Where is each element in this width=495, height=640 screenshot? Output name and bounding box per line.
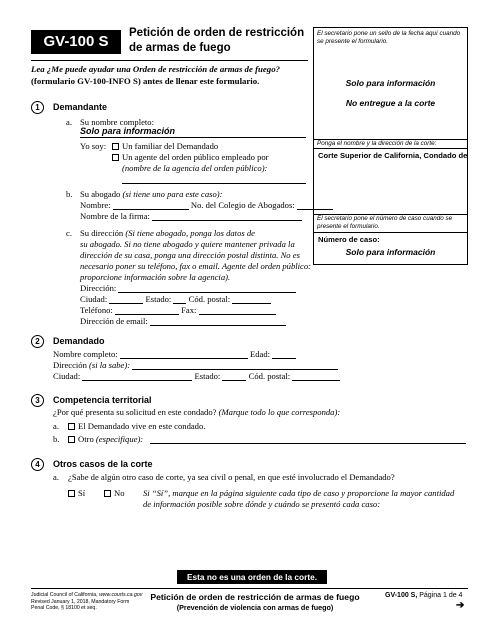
s2-address-note: (si la sabe): [89, 360, 131, 370]
s4-a-label: a. [53, 472, 59, 482]
footer-title-1: Petición de orden de restricción de armas de fuego [150, 592, 360, 602]
s1-c-label: c. [66, 228, 72, 238]
form-id-badge: GV-100 S [31, 30, 121, 54]
s2-city-label: Ciudad: [53, 371, 81, 381]
s2-city-field[interactable] [82, 372, 192, 381]
footer-council [31, 592, 142, 612]
court-note: Ponga el nombre y la dirección de la corte: [317, 140, 437, 147]
section-2-title: Demandado [53, 336, 105, 346]
s1-bar-label: No. del Colegio de Abogados: [190, 200, 295, 210]
s4-no-checkbox[interactable] [104, 490, 111, 497]
s2-state-field[interactable] [222, 372, 246, 381]
s1-email-label: Dirección de email: [80, 316, 148, 326]
section-3-number: 3 [31, 394, 44, 407]
s1-zip-label: Cód. postal: [188, 294, 231, 304]
next-page-arrow-icon: ➔ [456, 600, 465, 611]
s2-age-label: Edad: [250, 349, 271, 359]
section-4-title: Otros casos de la corte [53, 459, 153, 469]
s1-name-label: Su nombre completo: [80, 117, 154, 127]
section-4-number: 4 [31, 458, 44, 471]
s2-age-field[interactable] [272, 350, 296, 359]
s1-address-note-5: proporcione información sobre la agencia). [80, 272, 231, 282]
clerk-stamp-note: El secretario pone un sello de la fecha aquí cuando se presente el formulario. [317, 30, 461, 45]
clerk-no-deliver: No entregue a la corte [345, 98, 436, 108]
s1-email-field[interactable] [150, 317, 286, 326]
s4-question: ¿Sabe de algún otro caso de corte, ya sea civil o penal, en que esté involucrado el Demandado? [68, 472, 395, 482]
footer-council-url[interactable]: www.courts.ca.gov [99, 592, 143, 598]
s3-b-label: b. [53, 434, 60, 444]
s1-city-label: Ciudad: [80, 294, 108, 304]
s2-address-field[interactable] [132, 361, 338, 370]
s1-phone-field[interactable] [115, 306, 179, 315]
s2-address-label: Dirección [53, 360, 87, 370]
form-title-line1: Petición de orden de restricción [129, 27, 305, 39]
s3-other-field[interactable] [150, 443, 466, 444]
footer-title-2: (Prevención de violencia con armas de fuego) [176, 603, 334, 612]
s2-zip-label: Cód. postal: [248, 371, 291, 381]
s1-address-note-3: dirección de su casa, ponga una dirección postal distinta. No es [80, 250, 300, 260]
s3-other-label: Otro [78, 434, 94, 444]
s4-no-label: No [114, 488, 125, 498]
s3-a-label: a. [53, 421, 59, 431]
s1-agency-field[interactable] [122, 183, 306, 184]
footer-revised: Revised January 1, 2018, Mandatory Form [31, 598, 130, 605]
s1-name-value[interactable]: Solo para información [80, 126, 176, 136]
s1-address-label: Su dirección [80, 228, 124, 238]
s1-address-note-1: (Si tiene abogado, ponga los datos de [125, 228, 255, 238]
footer-page-number: Página 1 de 4 [419, 592, 463, 599]
help-line1: Lea ¿Me puede ayudar una Orden de restricción de armas de fuego? [31, 64, 280, 74]
s1-b-label: b. [66, 189, 73, 199]
s1-fax-label: Fax: [181, 305, 197, 315]
s1-fax-field[interactable] [199, 306, 276, 315]
s1-family-label: Un familiar del Demandado [122, 141, 219, 151]
header-rule [31, 60, 308, 61]
s1-address-note-2: su abogado. Si no tiene abogado y quiere mantener privada la [80, 239, 295, 249]
s1-lawyer-note: (si tiene uno para este caso): [122, 189, 223, 199]
s1-officer-label: Un agente del orden público empleado por [122, 152, 269, 162]
clerk-info-only: Solo para información [345, 78, 436, 88]
s1-family-checkbox[interactable] [112, 143, 119, 150]
s1-street-label: Dirección: [80, 283, 117, 293]
case-note: El secretario pone el número de caso cuando se presente el formulario. [317, 215, 453, 230]
s1-street-field[interactable] [118, 284, 296, 293]
s1-city-field[interactable] [109, 295, 143, 304]
s1-agency-label: (nombre de la agencia del orden público): [122, 163, 268, 173]
section-1-title: Demandante [53, 102, 108, 112]
s2-zip-field[interactable] [292, 372, 340, 381]
s2-state-label: Estado: [194, 371, 221, 381]
s2-name-field[interactable] [120, 350, 248, 359]
s3-other-checkbox[interactable] [68, 436, 75, 443]
section-2-number: 2 [31, 335, 44, 348]
case-number-value: Solo para información [345, 247, 436, 257]
s1-a-label: a. [66, 117, 72, 127]
s1-bar-field[interactable] [297, 201, 333, 210]
footer-council-name: Judicial Council of California, [31, 592, 98, 598]
not-court-order-banner: Esta no es una orden de la corte. [177, 570, 327, 584]
s3-other-note: (especifique): [95, 434, 144, 444]
case-number-label: Número de caso: [318, 235, 380, 244]
s1-officer-checkbox[interactable] [112, 154, 119, 161]
s3-question: ¿Por qué presenta su solicitud en este condado? [53, 407, 217, 417]
s4-yes-checkbox[interactable] [68, 490, 75, 497]
s1-lawyer-name-label: Nombre: [80, 200, 111, 210]
s3-lives-label: El Demandado vive en este condado. [78, 421, 206, 431]
s1-lawyer-name-field[interactable] [113, 201, 189, 210]
help-line2: (formulario GV-100-INFO S) antes de llenar este formulario. [31, 76, 260, 86]
footer-penal-code: Penal Code, § 18100 et seq. [31, 605, 97, 611]
s4-yes-label: Sí [78, 488, 86, 498]
s1-state-label: Estado: [145, 294, 172, 304]
s1-yo-soy: Yo soy: [80, 141, 107, 151]
court-name-field[interactable]: Corte Superior de California, Condado de [318, 151, 468, 160]
s1-zip-field[interactable] [232, 295, 271, 304]
s1-state-field[interactable] [173, 295, 186, 304]
s3-lives-checkbox[interactable] [68, 423, 75, 430]
s1-firm-field[interactable] [152, 212, 302, 221]
form-title-line2: de armas de fuego [129, 42, 231, 54]
s1-phone-label: Teléfono: [80, 305, 113, 315]
section-3-title: Competencia territorial [53, 395, 152, 405]
section-1-number: 1 [31, 101, 44, 114]
footer-form-ref: GV-100 S, [385, 592, 418, 599]
s1-address-note-4: necesario poner su teléfono, fax o email. Agente del orden público: [80, 261, 312, 271]
s1-firm-label: Nombre de la firma: [80, 211, 150, 221]
s4-note-1: Si “Sí”, marque en la página siguiente cada tipo de caso y proporcione la mayor cantidad [143, 488, 455, 498]
s4-note-2: de información posible sobre dónde y cuándo se presentó cada caso: [143, 499, 381, 509]
s3-question-note: (Marque todo lo que corresponda): [218, 407, 341, 417]
s1-lawyer-label: Su abogado [80, 189, 121, 199]
s2-name-label: Nombre completo: [53, 349, 118, 359]
